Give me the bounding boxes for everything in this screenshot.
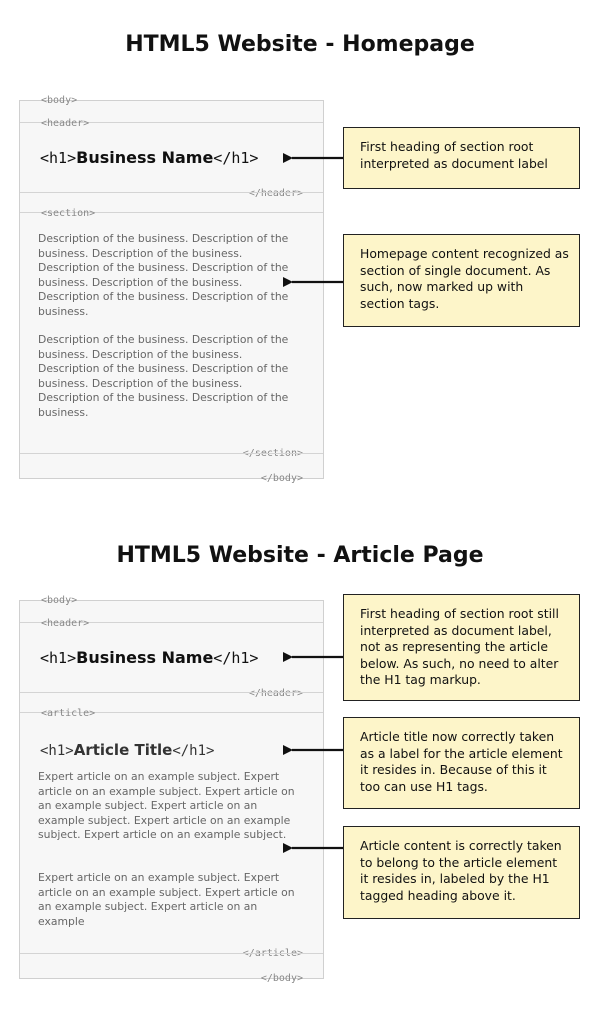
body-open-tag: <body> <box>41 595 78 606</box>
section-paragraph-1: Description of the business. Description of the business. Description of the business. Description of the business. Description of the business. Description of the business. Description of the business. Description of the business. <box>38 232 289 318</box>
header-open-tag: <header> <box>41 118 90 129</box>
header-close-tag: </header> <box>248 188 303 199</box>
business-name-heading: Business Name <box>76 648 214 667</box>
h1-close-tag: </h1> <box>172 743 215 759</box>
h1-open-tag: <h1> <box>40 649 77 667</box>
section-open-tag: <section> <box>41 208 96 219</box>
homepage-note-section: Homepage content recognized as section of single document. As such, now marked up with section tags. <box>343 234 580 327</box>
body-close-tag: </body> <box>260 973 303 984</box>
article-close-tag: </article> <box>242 948 303 959</box>
body-close-tag: </body> <box>260 473 303 484</box>
article-page-title: HTML5 Website - Article Page <box>116 543 484 568</box>
article-paragraph-2: Expert article on an example subject. Expert article on an example subject. Expert article on an example subject. Expert article on an example <box>38 871 295 928</box>
section-close-tag: </section> <box>242 448 303 459</box>
section-paragraph-2: Description of the business. Description of the business. Description of the business. Description of the business. Description of the business. Description of the business. Description of the business. Description of the business. <box>38 333 289 419</box>
article-title-heading: Article Title <box>73 741 173 759</box>
body-open-tag: <body> <box>41 95 78 106</box>
homepage-title: HTML5 Website - Homepage <box>125 32 475 57</box>
article-paragraph-1: Expert article on an example subject. Expert article on an example subject. Expert article on an example subject. Expert article on an example subject. Expert article on an example subject. Expert article on an example subject. <box>38 770 295 841</box>
h1-open-tag: <h1> <box>40 149 77 167</box>
article-note-article-content: Article content is correctly taken to belong to the article element it resides in, labeled by the H1 tagged heading above it. <box>343 826 580 919</box>
business-name-heading: Business Name <box>76 148 214 167</box>
header-open-tag: <header> <box>41 618 90 629</box>
h1-close-tag: </h1> <box>213 649 259 667</box>
homepage-note-heading: First heading of section root interpreted as document label <box>343 127 580 189</box>
header-close-tag: </header> <box>248 688 303 699</box>
h1-close-tag: </h1> <box>213 149 259 167</box>
article-note-document-heading: First heading of section root still interpreted as document label, not as representing the article below. As such, no need to alter the H1 tag markup. <box>343 594 580 701</box>
article-open-tag: <article> <box>41 708 96 719</box>
h1-open-tag: <h1> <box>40 743 74 759</box>
article-note-article-title: Article title now correctly taken as a label for the article element it resides in. Because of this it too can use H1 tags. <box>343 717 580 809</box>
